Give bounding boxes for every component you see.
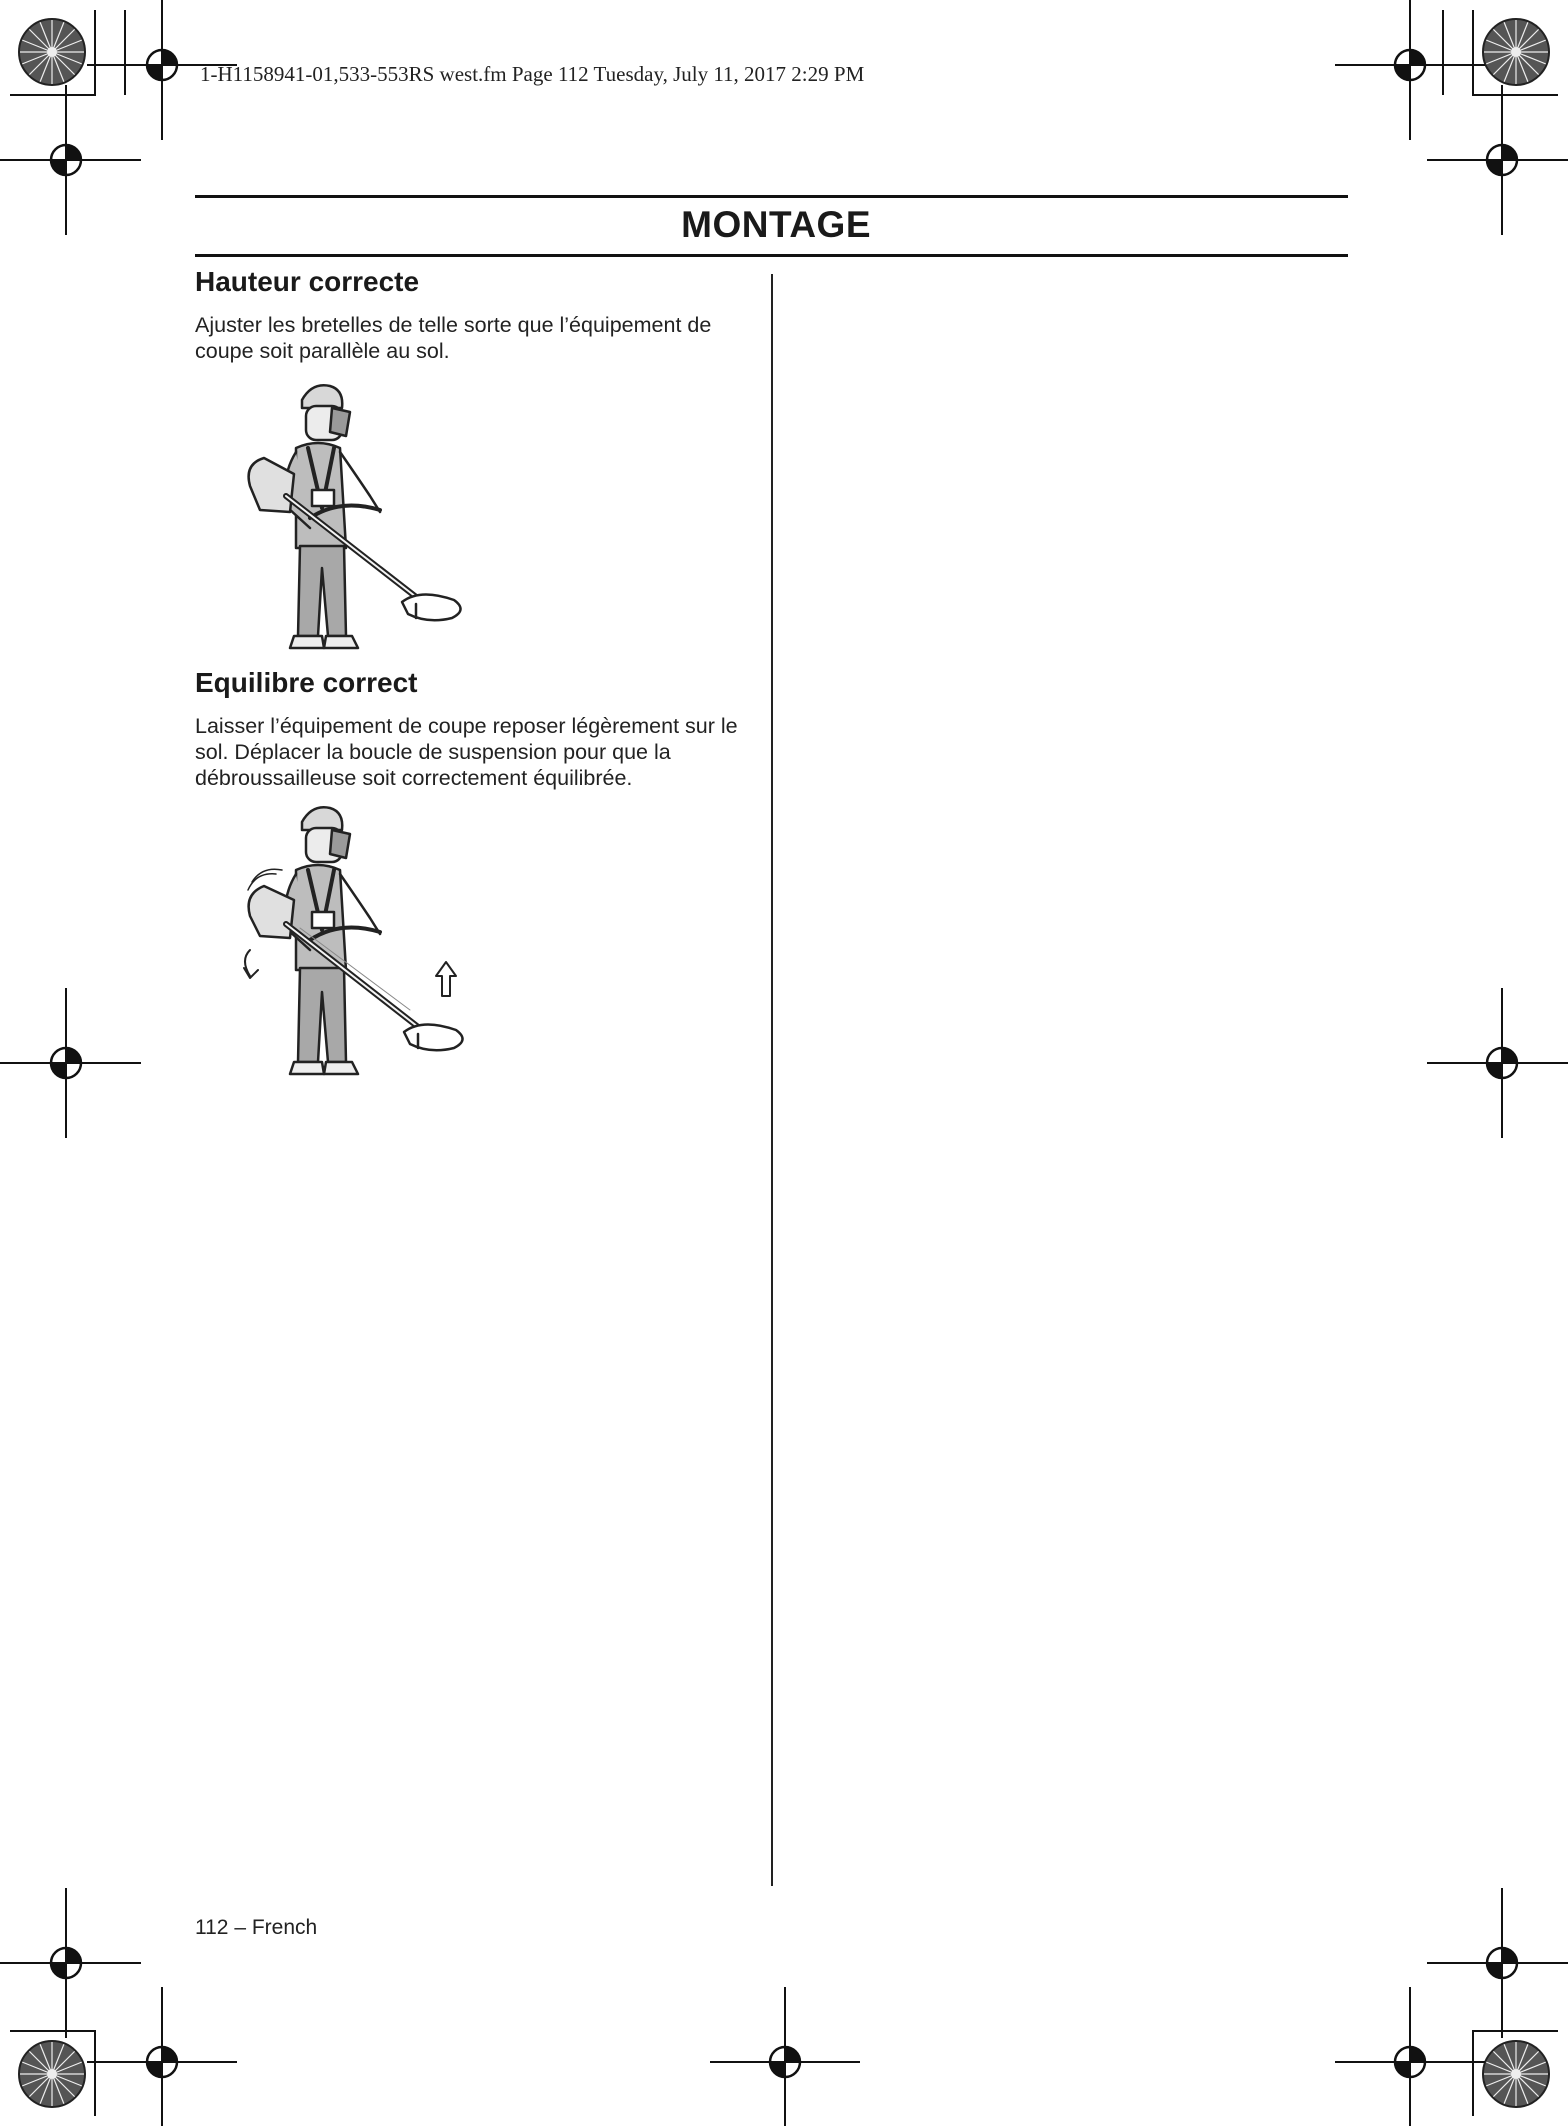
trimmer-operator-balance-illustration	[230, 800, 490, 1086]
section-heading-height: Hauteur correcte	[195, 266, 420, 297]
section-heading-balance: Equilibre correct	[195, 667, 418, 698]
section-text-height: Ajuster les bretelles de telle sorte que l’équipement de coupe soit parallèle au sol.	[195, 313, 712, 363]
section-text-balance: Laisser l’équipement de coupe reposer légèrement sur le sol. Déplacer la boucle de suspension pour que la débroussailleuse soit correctement équilibrée.	[195, 714, 738, 790]
column-divider	[771, 274, 773, 1886]
page-footer: 112 – French	[195, 1916, 318, 1939]
print-header: 1-H1158941-01,533-553RS west.fm Page 112 Tuesday, July 11, 2017 2:29 PM	[200, 62, 865, 86]
section-title: MONTAGE	[681, 204, 871, 245]
trimmer-operator-level-illustration	[230, 378, 490, 660]
title-rule-bottom	[195, 254, 1348, 257]
title-rule-top	[195, 195, 1348, 198]
